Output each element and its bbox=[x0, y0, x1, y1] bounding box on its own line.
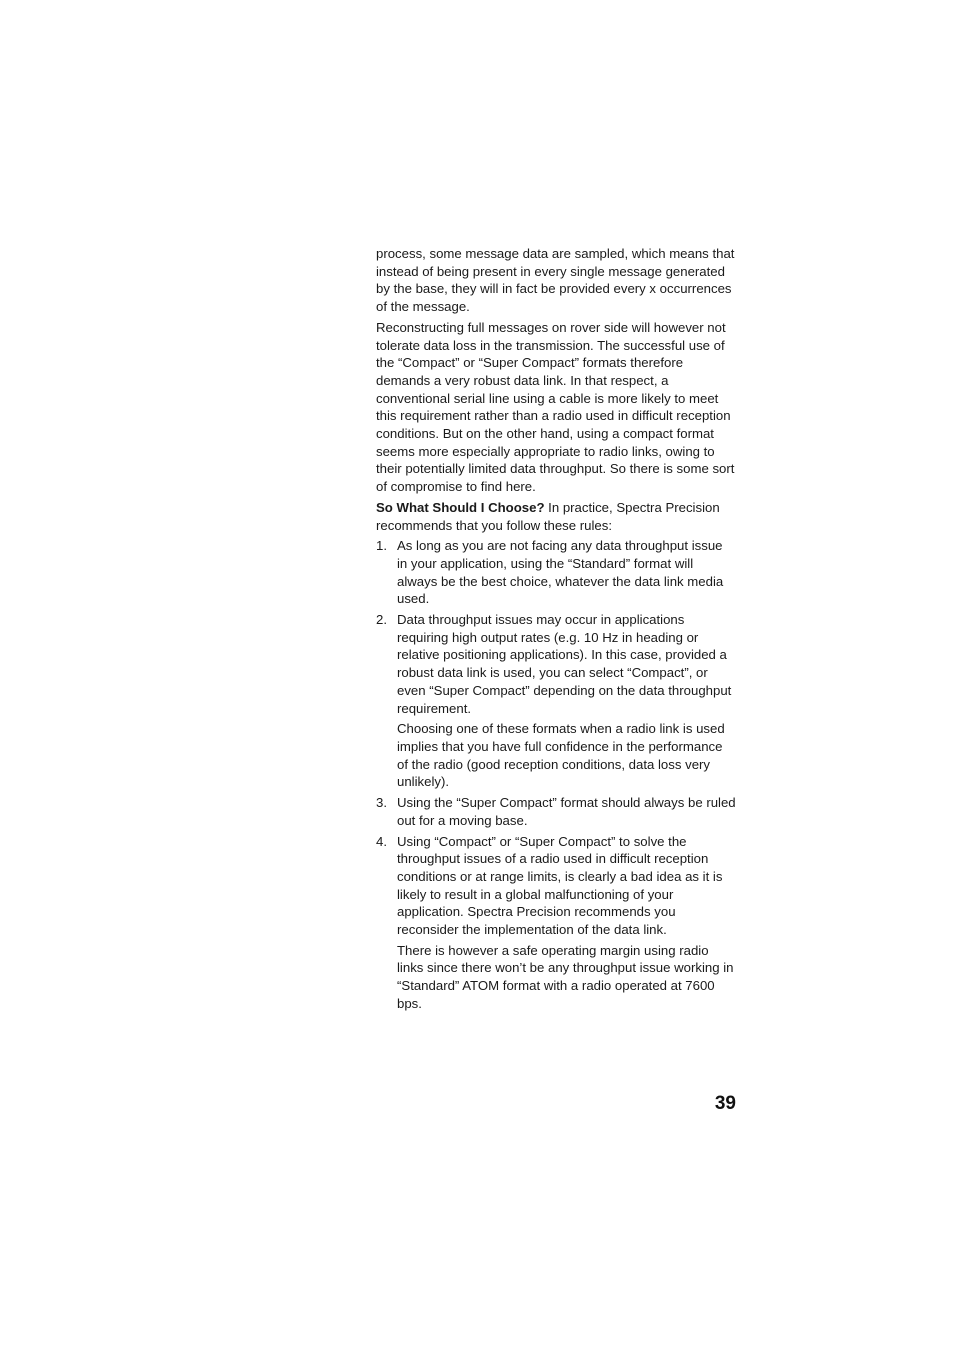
list-item-number: 3. bbox=[376, 795, 387, 811]
list-item-extra-text: There is however a safe operating margin using radio links since there won’t be any throughput issue working in “Standard” ATOM format with a radio operated at 7600 bps. bbox=[397, 942, 734, 1011]
list-item-extra-text: Choosing one of these formats when a radio link is used implies that you have full confidence in the performance of the radio (good reception conditions, data loss very unlikely). bbox=[397, 721, 725, 790]
list-item-number: 4. bbox=[376, 833, 387, 849]
rules-list bbox=[376, 537, 736, 1012]
list-item-text: Using “Compact” or “Super Compact” to solve the throughput issues of a radio used in difficult reception conditions or at range limits, is clearly a bad idea as it is likely to result in a global malfunctioning of your application. Spectra Precision recommends you reconsider the implementation of the data link. bbox=[397, 833, 723, 938]
paragraph-sampling: process, some message data are sampled, which means that instead of being present in every single message generated by the base, they will in fact be provided every x occurrences of the message. bbox=[376, 246, 735, 315]
list-item-number: 2. bbox=[376, 612, 387, 628]
list-item-text: As long as you are not facing any data throughput issue in your application, using the “Standard” format will always be the best choice, whatever the data link media used. bbox=[397, 538, 724, 607]
list-item-text: Using the “Super Compact” format should always be ruled out for a moving base. bbox=[397, 795, 736, 828]
list-item bbox=[376, 611, 736, 791]
page-number: 39 bbox=[714, 1093, 736, 1114]
list-item bbox=[376, 537, 736, 608]
choose-heading: So What Should I Choose? bbox=[376, 499, 545, 515]
list-item bbox=[376, 794, 736, 829]
list-item bbox=[376, 833, 736, 1013]
choose-text: In practice, Spectra Precision recommends that you follow these rules: bbox=[376, 499, 720, 533]
paragraph-choose bbox=[376, 499, 736, 534]
list-item-text: Data throughput issues may occur in applications requiring high output rates (e.g. 10 Hz in heading or relative positioning applications). In this case, provided a robust data link is used, you can select “Compact”, or even “Super Compact” depending on the data throughput requirement. bbox=[397, 612, 732, 716]
body-column bbox=[376, 245, 736, 1016]
list-item-number: 1. bbox=[376, 538, 387, 554]
paragraph-reconstructing: Reconstructing full messages on rover side will however not tolerate data loss in the transmission. The successful use of the “Compact” or “Super Compact” formats therefore demands a very robust data link. In that respect, a conventional serial line using a cable is more likely to meet this requirement rather than a radio used in difficult reception conditions. But on the other hand, using a compact format seems more especially appropriate to radio links, owing to their potentially limited data throughput. So there is some sort of compromise to find here. bbox=[376, 319, 735, 495]
